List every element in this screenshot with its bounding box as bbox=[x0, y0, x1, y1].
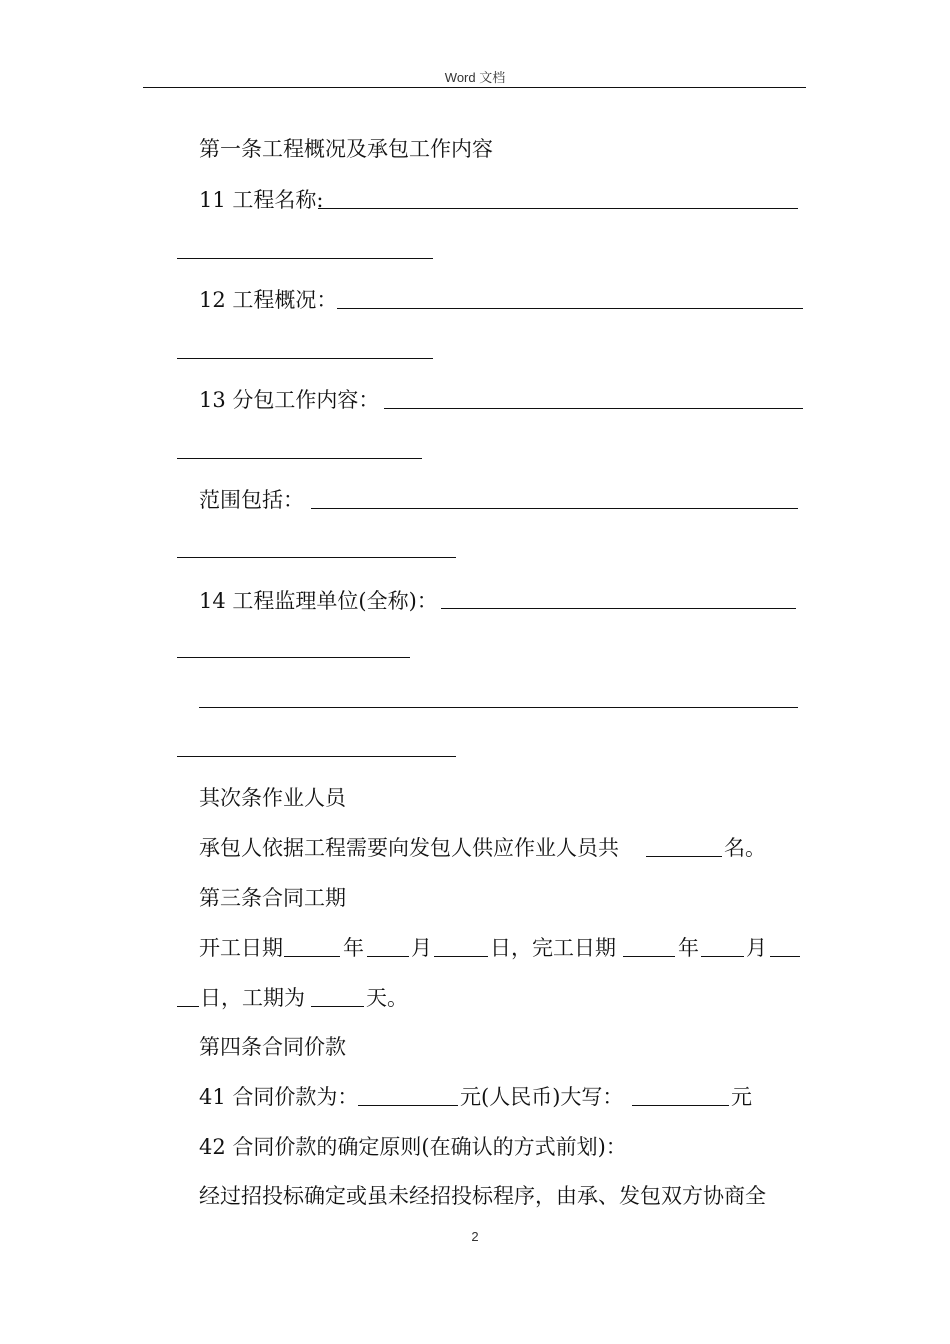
end-day-blank bbox=[770, 956, 800, 957]
project-overview-blank-cont bbox=[177, 358, 433, 359]
article-2-heading: 其次条作业人员 bbox=[199, 786, 346, 810]
end-month-blank bbox=[701, 956, 744, 957]
project-overview-label: 12 工程概况： bbox=[199, 288, 338, 312]
scope-label: 范围包括： bbox=[199, 488, 304, 512]
supervisor-blank bbox=[441, 608, 796, 609]
supervisor-blank-line-2 bbox=[199, 707, 798, 708]
end-year-blank bbox=[623, 956, 675, 957]
duration-label: 日，工期为 bbox=[200, 986, 305, 1010]
project-name-blank bbox=[318, 208, 798, 209]
duration-blank bbox=[311, 1006, 364, 1007]
end-day-blank-cont bbox=[177, 1006, 199, 1007]
contract-price-uppercase-blank bbox=[632, 1105, 729, 1106]
article-1-heading: 第一条工程概况及承包工作内容 bbox=[199, 137, 493, 161]
project-name-blank-cont bbox=[177, 258, 433, 259]
start-date-label: 开工日期 bbox=[199, 936, 283, 960]
contract-price-label: 41 合同价款为： bbox=[199, 1085, 359, 1109]
article-3-heading: 第三条合同工期 bbox=[199, 886, 346, 910]
header-rule bbox=[143, 87, 806, 88]
end-year-unit: 年 bbox=[678, 936, 699, 960]
end-date-label: 日，完工日期 bbox=[490, 936, 616, 960]
start-year-unit: 年 bbox=[343, 936, 364, 960]
staff-count-suffix: 名。 bbox=[724, 836, 766, 860]
start-month-unit: 月 bbox=[411, 936, 432, 960]
subcontract-work-blank-cont bbox=[177, 458, 422, 459]
scope-blank-cont bbox=[177, 557, 456, 558]
end-month-unit: 月 bbox=[746, 936, 767, 960]
project-overview-blank bbox=[337, 308, 803, 309]
page-number: 2 bbox=[471, 1229, 479, 1244]
page-header-title: Word 文档 bbox=[444, 70, 506, 85]
tender-text: 经过招投标确定或虽未经招投标程序，由承、发包双方协商全 bbox=[199, 1184, 766, 1208]
project-name-label: 11 工程名称: bbox=[199, 188, 324, 212]
contract-price-unit-uppercase-label: 元(人民币)大写： bbox=[460, 1085, 624, 1109]
supervisor-blank-line-3 bbox=[177, 756, 456, 757]
article-4-heading: 第四条合同价款 bbox=[199, 1035, 346, 1059]
start-day-blank bbox=[434, 956, 488, 957]
contract-price-blank bbox=[358, 1105, 458, 1106]
staff-count-blank bbox=[646, 856, 722, 857]
staff-count-text: 承包人依据工程需要向发包人供应作业人员共 bbox=[199, 836, 619, 860]
duration-unit: 天。 bbox=[366, 986, 408, 1010]
subcontract-work-label: 13 分包工作内容： bbox=[199, 388, 380, 412]
start-month-blank bbox=[367, 956, 409, 957]
subcontract-work-blank bbox=[384, 408, 803, 409]
contract-price-uppercase-unit: 元 bbox=[731, 1085, 752, 1109]
scope-blank bbox=[311, 508, 798, 509]
start-year-blank bbox=[284, 956, 340, 957]
supervisor-label: 14 工程监理单位(全称)： bbox=[199, 589, 438, 613]
price-principle-text: 42 合同价款的确定原则(在确认的方式前划)： bbox=[199, 1135, 627, 1159]
supervisor-blank-cont bbox=[177, 657, 410, 658]
